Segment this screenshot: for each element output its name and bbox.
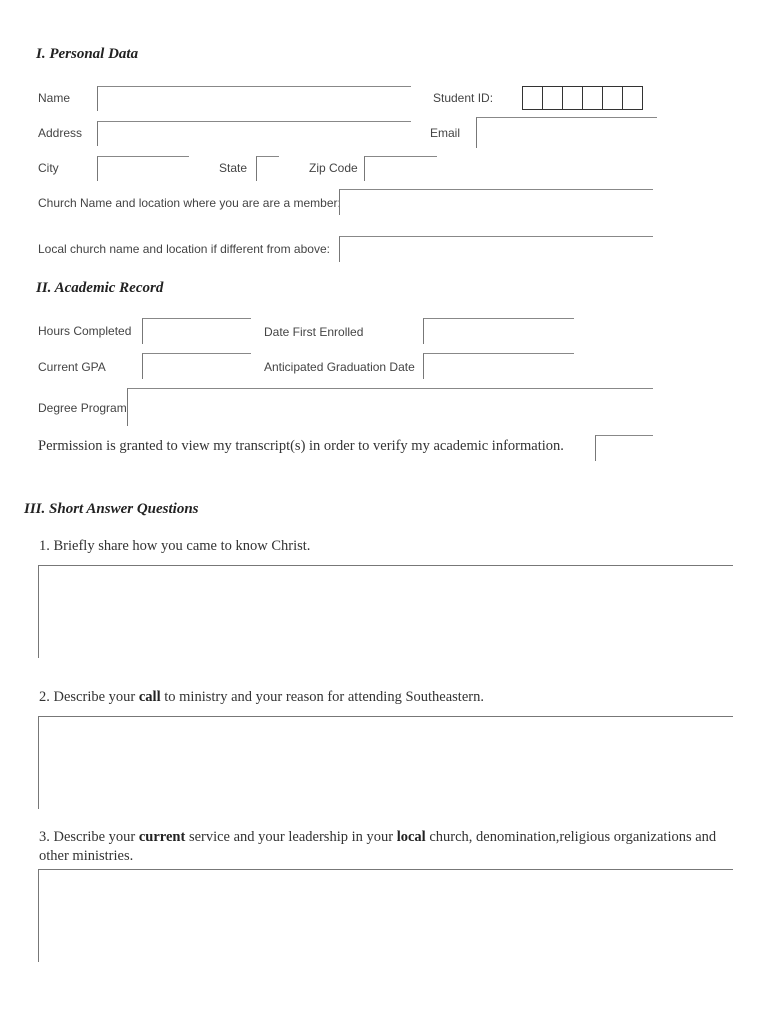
anticipated-graduation-field[interactable] xyxy=(423,353,574,379)
transcript-permission-field[interactable] xyxy=(595,435,653,461)
student-id-label: Student ID: xyxy=(433,91,494,105)
zip-code-label: Zip Code xyxy=(309,161,358,175)
student-id-field[interactable] xyxy=(522,86,643,110)
section-title-personal-data: I. Personal Data xyxy=(36,46,139,62)
date-first-enrolled-label: Date First Enrolled xyxy=(264,325,364,339)
state-label: State xyxy=(219,161,248,175)
degree-program-field[interactable] xyxy=(127,388,653,426)
date-first-enrolled-field[interactable] xyxy=(423,318,574,344)
student-id-digit-box[interactable] xyxy=(543,87,563,109)
current-gpa-field[interactable] xyxy=(142,353,251,379)
state-field[interactable] xyxy=(256,156,279,181)
hours-completed-label: Hours Completed xyxy=(38,324,132,338)
zip-code-field[interactable] xyxy=(364,156,437,181)
student-id-digit-box[interactable] xyxy=(583,87,603,109)
question-3-text: 3. Describe your current service and your leadership in your local church, denomination,religious organizations and other ministries. xyxy=(39,829,717,864)
local-church-label: Local church name and location if different from above: xyxy=(38,242,330,256)
email-label: Email xyxy=(430,126,461,140)
question-2-answer-field[interactable] xyxy=(38,716,733,809)
question-3-answer-field[interactable] xyxy=(38,869,733,962)
degree-program-label: Degree Program xyxy=(38,401,127,415)
address-field[interactable] xyxy=(97,121,411,146)
name-field[interactable] xyxy=(97,86,411,111)
hours-completed-field[interactable] xyxy=(142,318,251,344)
section-title-academic-record: II. Academic Record xyxy=(36,280,164,296)
transcript-permission-text: Permission is granted to view my transcript(s) in order to verify my academic information. xyxy=(38,438,564,454)
current-gpa-label: Current GPA xyxy=(38,360,106,374)
city-field[interactable] xyxy=(97,156,189,181)
question-1-text: 1. Briefly share how you came to know Christ. xyxy=(39,538,311,554)
section-title-short-answer: III. Short Answer Questions xyxy=(24,501,199,517)
address-label: Address xyxy=(38,126,83,140)
local-church-field[interactable] xyxy=(339,236,653,262)
email-field[interactable] xyxy=(476,117,657,148)
student-id-digit-box[interactable] xyxy=(563,87,583,109)
church-member-field[interactable] xyxy=(339,189,653,215)
city-label: City xyxy=(38,161,59,175)
student-id-digit-box[interactable] xyxy=(603,87,623,109)
question-2-text: 2. Describe your call to ministry and your reason for attending Southeastern. xyxy=(39,689,484,705)
name-label: Name xyxy=(38,91,71,105)
question-1-answer-field[interactable] xyxy=(38,565,733,658)
church-member-label: Church Name and location where you are are a member: xyxy=(38,196,341,210)
student-id-digit-box[interactable] xyxy=(623,87,642,109)
student-id-digit-box[interactable] xyxy=(523,87,543,109)
anticipated-graduation-label: Anticipated Graduation Date xyxy=(264,360,415,374)
